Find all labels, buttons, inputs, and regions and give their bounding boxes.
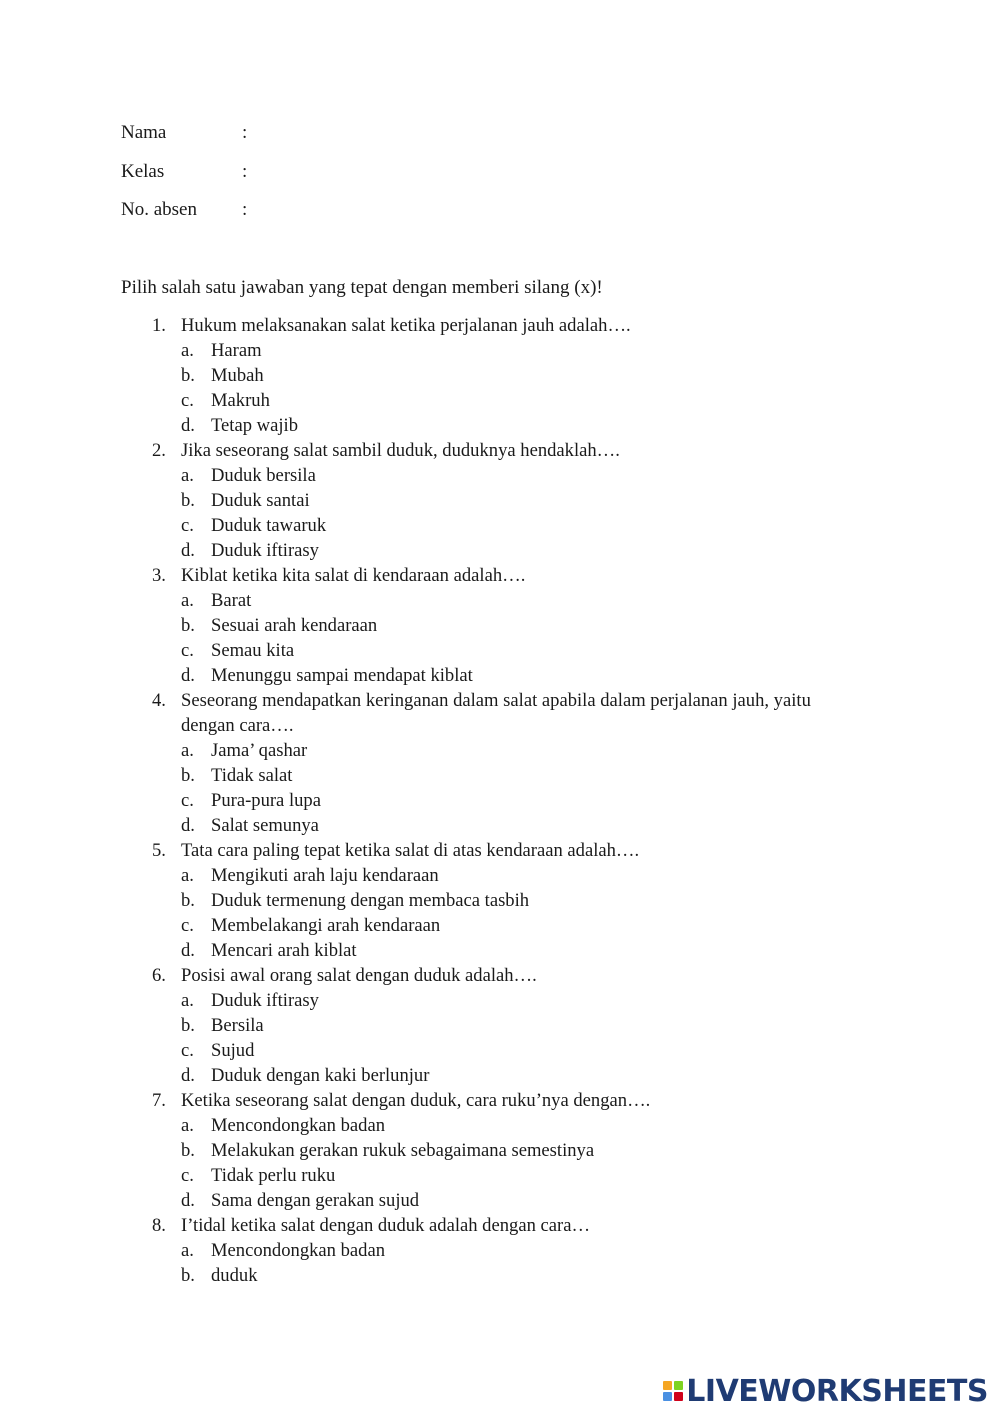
logo-square: [674, 1381, 683, 1390]
option-text: Jama’ qashar: [211, 740, 308, 761]
question-number: 6.: [152, 965, 166, 986]
answer-option[interactable]: [121, 1038, 881, 1063]
option-text: Duduk termenung dengan membaca tasbih: [211, 890, 530, 911]
question-text: Hukum melaksanakan salat ketika perjalanan jauh adalah….: [181, 315, 631, 336]
question-line: [121, 563, 881, 588]
question-line: [121, 313, 881, 338]
option-letter: a.: [181, 590, 194, 611]
option-text: duduk: [211, 1265, 258, 1286]
option-text: Pura-pura lupa: [211, 790, 321, 811]
answer-option[interactable]: [121, 588, 881, 613]
info-row-nama: [121, 119, 521, 158]
option-text: Mencondongkan badan: [211, 1240, 386, 1261]
logo-square: [663, 1381, 672, 1390]
answer-option[interactable]: [121, 913, 881, 938]
option-letter: b.: [181, 365, 195, 386]
question-text: Tata cara paling tepat ketika salat di atas kendaraan adalah….: [181, 840, 640, 861]
liveworksheets-logo-icon: [663, 1381, 683, 1401]
question-text: Jika seseorang salat sambil duduk, duduknya hendaklah….: [181, 440, 620, 461]
option-letter: c.: [181, 390, 194, 411]
option-text: Duduk dengan kaki berlunjur: [211, 1065, 430, 1086]
option-text: Melakukan gerakan rukuk sebagaimana semestinya: [211, 1140, 595, 1161]
option-text: Menunggu sampai mendapat kiblat: [211, 665, 473, 686]
option-text: Duduk iftirasy: [211, 990, 319, 1011]
option-text: Semau kita: [211, 640, 295, 661]
logo-square: [663, 1392, 672, 1401]
brand-text: LIVEWORKSHEETS: [686, 1373, 988, 1409]
option-text: Mubah: [211, 365, 264, 386]
option-text: Haram: [211, 340, 262, 361]
option-letter: d.: [181, 415, 195, 436]
option-letter: d.: [181, 540, 195, 561]
option-letter: a.: [181, 865, 194, 886]
question-list: [121, 313, 881, 1288]
answer-option[interactable]: [121, 788, 881, 813]
answer-option[interactable]: [121, 638, 881, 663]
option-letter: b.: [181, 1265, 195, 1286]
question-number: 5.: [152, 840, 166, 861]
answer-option[interactable]: [121, 888, 881, 913]
answer-option[interactable]: [121, 1138, 881, 1163]
logo-square: [674, 1392, 683, 1401]
question-item: [121, 313, 881, 438]
option-letter: b.: [181, 1140, 195, 1161]
option-letter: c.: [181, 1165, 194, 1186]
info-row-kelas: [121, 158, 521, 197]
answer-option[interactable]: [121, 1163, 881, 1188]
option-text: Duduk santai: [211, 490, 310, 511]
info-row-absen: [121, 196, 521, 235]
option-text: Bersila: [211, 1015, 264, 1036]
option-letter: c.: [181, 515, 194, 536]
option-text: Duduk bersila: [211, 465, 316, 486]
answer-option[interactable]: [121, 613, 881, 638]
answer-option[interactable]: [121, 863, 881, 888]
answer-option[interactable]: [121, 338, 881, 363]
option-text: Tetap wajib: [211, 415, 298, 436]
answer-option[interactable]: [121, 388, 881, 413]
question-text: Posisi awal orang salat dengan duduk adalah….: [181, 965, 537, 986]
option-letter: d.: [181, 815, 195, 836]
answer-option[interactable]: [121, 813, 881, 838]
option-letter: b.: [181, 1015, 195, 1036]
question-line-continued: [121, 713, 881, 738]
option-letter: c.: [181, 790, 194, 811]
option-letter: d.: [181, 1065, 195, 1086]
answer-option[interactable]: [121, 1063, 881, 1088]
option-letter: b.: [181, 765, 195, 786]
answer-option[interactable]: [121, 1238, 881, 1263]
question-number: 1.: [152, 315, 166, 336]
option-letter: c.: [181, 1040, 194, 1061]
option-text: Mencari arah kiblat: [211, 940, 357, 961]
student-info: [121, 119, 521, 235]
option-letter: b.: [181, 890, 195, 911]
question-number: 4.: [152, 690, 166, 711]
option-text: Makruh: [211, 390, 270, 411]
option-letter: d.: [181, 940, 195, 961]
question-item: [121, 1213, 881, 1288]
option-text: Tidak perlu ruku: [211, 1165, 336, 1186]
question-line: [121, 1088, 881, 1113]
option-letter: c.: [181, 640, 194, 661]
option-text: Barat: [211, 590, 252, 611]
answer-option[interactable]: [121, 513, 881, 538]
option-letter: b.: [181, 490, 195, 511]
answer-option[interactable]: [121, 663, 881, 688]
option-text: Tidak salat: [211, 765, 293, 786]
question-item: [121, 963, 881, 1088]
question-item: [121, 438, 881, 563]
option-letter: a.: [181, 1115, 194, 1136]
question-item: [121, 1088, 881, 1213]
option-letter: a.: [181, 1240, 194, 1261]
option-letter: a.: [181, 990, 194, 1011]
answer-option[interactable]: [121, 988, 881, 1013]
answer-option[interactable]: [121, 363, 881, 388]
question-line: [121, 963, 881, 988]
question-line: [121, 438, 881, 463]
option-text: Sesuai arah kendaraan: [211, 615, 378, 636]
option-text: Mencondongkan badan: [211, 1115, 386, 1136]
answer-option[interactable]: [121, 763, 881, 788]
answer-option[interactable]: [121, 738, 881, 763]
option-letter: b.: [181, 615, 195, 636]
question-number: [121, 713, 181, 738]
option-text: Duduk iftirasy: [211, 540, 319, 561]
answer-option[interactable]: [121, 1263, 881, 1288]
question-text: dengan cara….: [181, 715, 294, 736]
info-label: Nama: [121, 122, 167, 143]
question-item: [121, 838, 881, 963]
question-number: 7.: [152, 1090, 166, 1111]
option-text: Mengikuti arah laju kendaraan: [211, 865, 439, 886]
question-item: [121, 563, 881, 688]
answer-option[interactable]: [121, 938, 881, 963]
option-letter: a.: [181, 740, 194, 761]
question-line: [121, 838, 881, 863]
option-text: Duduk tawaruk: [211, 515, 327, 536]
option-text: Sujud: [211, 1040, 255, 1061]
answer-option[interactable]: [121, 463, 881, 488]
answer-option[interactable]: [121, 538, 881, 563]
option-text: Sama dengan gerakan sujud: [211, 1190, 420, 1211]
question-number: 8.: [152, 1215, 166, 1236]
info-label: No. absen: [121, 199, 197, 220]
question-number: 2.: [152, 440, 166, 461]
info-colon: :: [242, 160, 248, 182]
info-label: Kelas: [121, 160, 165, 182]
option-text: Membelakangi arah kendaraan: [211, 915, 441, 936]
answer-option[interactable]: [121, 1188, 881, 1213]
option-text: Salat semunya: [211, 815, 319, 836]
info-colon: :: [242, 122, 248, 143]
question-text: Seseorang mendapatkan keringanan dalam salat apabila dalam perjalanan jauh, yaitu: [181, 690, 811, 711]
option-letter: d.: [181, 665, 195, 686]
instruction-text: Pilih salah satu jawaban yang tepat dengan memberi silang (x)!: [121, 277, 603, 298]
liveworksheets-logo: [663, 1374, 988, 1408]
option-letter: a.: [181, 340, 194, 361]
question-line: [121, 688, 881, 713]
answer-option[interactable]: [121, 413, 881, 438]
answer-option[interactable]: [121, 1013, 881, 1038]
question-text: Ketika seseorang salat dengan duduk, cara ruku’nya dengan….: [181, 1090, 651, 1111]
question-line: [121, 1213, 881, 1238]
question-number: 3.: [152, 565, 166, 586]
answer-option[interactable]: [121, 1113, 881, 1138]
question-text: Kiblat ketika kita salat di kendaraan adalah….: [181, 565, 526, 586]
option-letter: c.: [181, 915, 194, 936]
question-text: I’tidal ketika salat dengan duduk adalah dengan cara…: [181, 1215, 591, 1236]
option-letter: d.: [181, 1190, 195, 1211]
option-letter: a.: [181, 465, 194, 486]
info-colon: :: [242, 199, 248, 220]
question-item: [121, 688, 881, 838]
answer-option[interactable]: [121, 488, 881, 513]
